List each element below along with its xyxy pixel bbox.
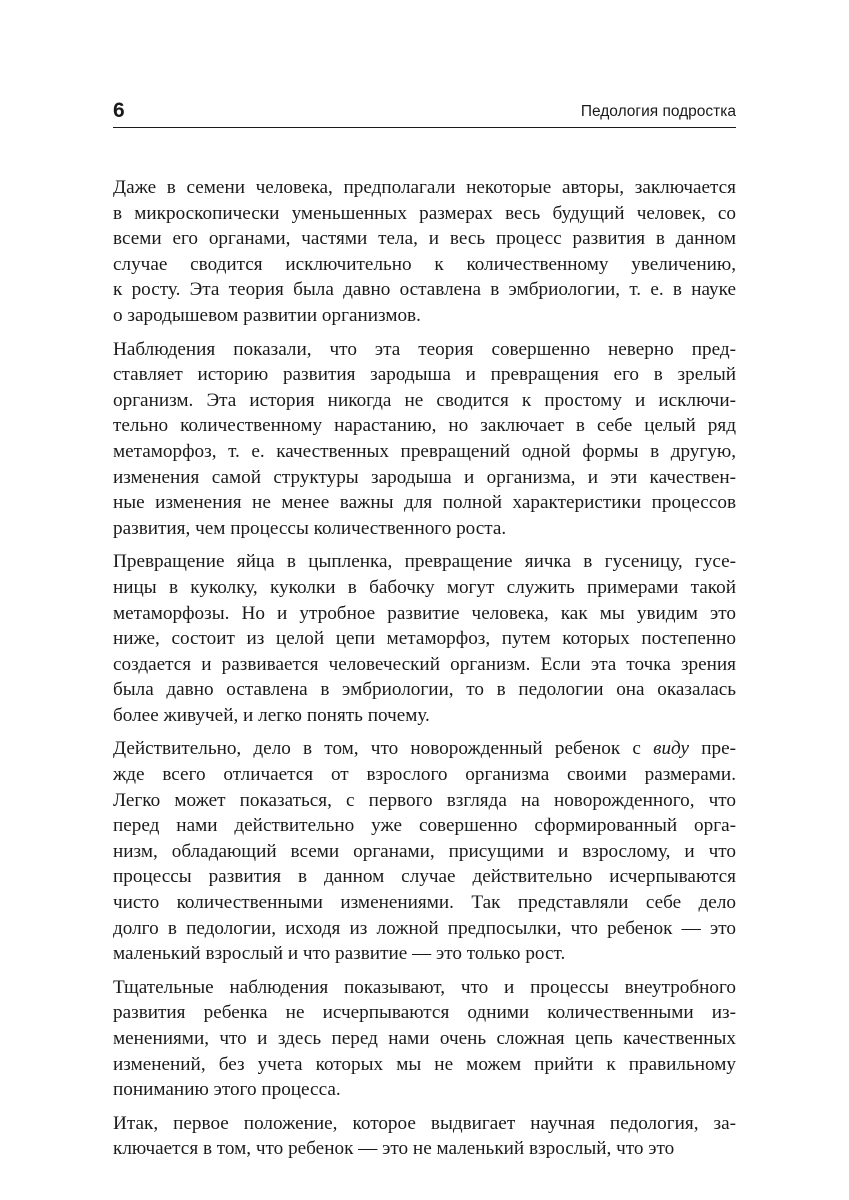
text-line: Даже в семени человека, предполагали некоторые авторы, заключается: [113, 177, 736, 198]
text-line: метаморфозы. Но и утробное развитие человека, как мы увидим это: [113, 602, 736, 624]
page-header: [113, 97, 736, 129]
text-line: Превращение яйца в цыпленка, превращение яичка в гусеницу, гусе-: [113, 551, 736, 573]
paragraph: [113, 175, 736, 329]
text-line: создается и развивается человеческий организм. Если эта точка зрения: [113, 653, 736, 675]
text-line: изменения самой структуры зародыша и организма, и эти качествен-: [113, 466, 736, 488]
header-rule: [113, 127, 736, 128]
text-line: менениями, что и здесь перед нами очень сложная цепь качественных: [113, 1028, 736, 1049]
text-line: организм. Эта история никогда не сводится к простому и исключи-: [113, 389, 736, 411]
text-line: пониманию этого процесса.: [113, 1079, 341, 1101]
paragraph: [113, 549, 736, 728]
body-text: [113, 175, 736, 1170]
running-title: Педология подростка: [580, 103, 736, 120]
text-line: чисто количественными изменениями. Так представляли себе дело: [113, 892, 736, 914]
text-line: случае сводится исключительно к количественному увеличению,: [113, 253, 736, 275]
paragraph: [113, 975, 736, 1103]
text-line: низм, обладающий всеми органами, присущими и взрослому, и что: [113, 840, 736, 862]
text-line: изменений, без учета которых мы не можем прийти к правильному: [113, 1053, 736, 1075]
paragraph: [113, 337, 736, 542]
page-number: 6: [113, 99, 125, 122]
text-line: ключается в том, что ребенок — это не маленький взрослый, что это: [113, 1138, 675, 1160]
text-line: всеми его органами, частями тела, и весь процесс развития в данном: [113, 228, 736, 250]
text-line: ставляет историю развития зародыша и превращения его в зрелый: [113, 364, 736, 386]
paragraph: [113, 1111, 736, 1162]
text-line: о зародышевом развитии организмов.: [113, 304, 421, 326]
text-line: жде всего отличается от взрослого организма своими размерами.: [113, 764, 736, 786]
text-line: процессы развития в данном случае действительно исчерпываются: [113, 866, 736, 888]
paragraph: [113, 736, 736, 966]
text-line: ницы в куколку, куколки в бабочку могут служить примерами такой: [113, 576, 736, 598]
text-line: тельно количественному нарастанию, но заключает в себе целый ряд: [113, 415, 736, 437]
text-line: ные изменения не менее важны для полной характеристики процессов: [113, 492, 736, 514]
text-line: перед нами действительно уже совершенно сформированный орга-: [113, 815, 736, 837]
text-line: развития, чем процессы количественного роста.: [113, 517, 507, 539]
text-line: Тщательные наблюдения показывают, что и процессы внеутробного: [113, 976, 736, 998]
text-line: Итак, первое положение, которое выдвигает научная педология, за-: [113, 1112, 736, 1134]
text-line: к росту. Эта теория была давно оставлена в эмбриологии, т. е. в науке: [113, 279, 736, 301]
text-line: Наблюдения показали, что эта теория совершенно неверно пред-: [113, 338, 736, 360]
text-line: маленький взрослый и что развитие — это только рост.: [113, 943, 566, 965]
text-line: в микроскопически уменьшенных размерах весь будущий человек, со: [113, 202, 736, 224]
text-line: развития ребенка не исчерпываются одними количественными из-: [113, 1002, 736, 1024]
text-line: метаморфоз, т. е. качественных превращений одной формы в другую,: [113, 440, 736, 462]
text-line: была давно оставлена в эмбриологии, то в педологии она оказалась: [113, 679, 736, 701]
text-line: Действительно, дело в том, что новорожденный ребенок с виду пре-: [113, 738, 736, 760]
text-line: ниже, состоит из целой цепи метаморфоз, путем которых постепенно: [113, 628, 736, 650]
text-line: долго в педологии, исходя из ложной предпосылки, что ребенок — это: [113, 917, 736, 939]
text-line: более живучей, и легко понять почему.: [113, 704, 430, 726]
text-line: Легко может показаться, с первого взгляда на новорожденного, что: [113, 789, 736, 811]
